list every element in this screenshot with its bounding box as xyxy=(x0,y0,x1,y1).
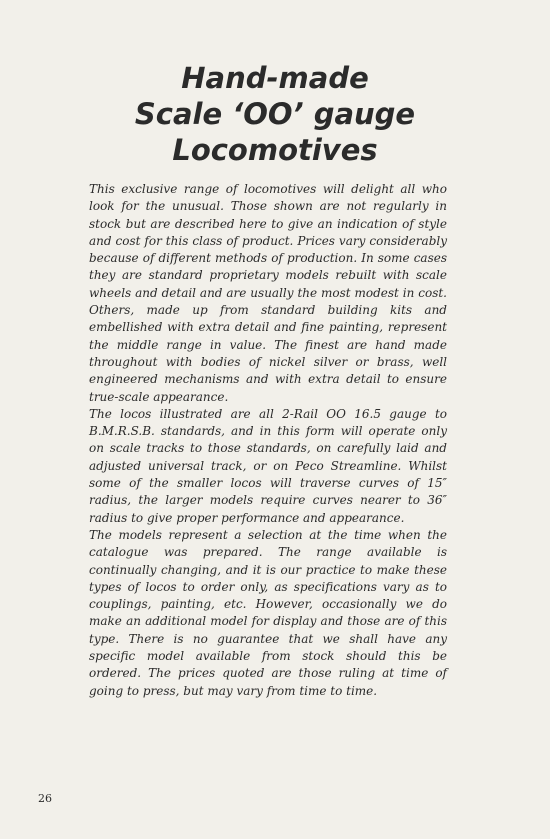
title-line-2: Scale ‘OO’ gauge xyxy=(134,97,416,131)
paragraph-intro: This exclusive range of locomotives will delight all who look for the unusual. Those shown are not regularly in stock but are described here to give an indication of style and cost for this class of product. Prices vary considerably because of different methods of production. In some cases they are standard proprietary models rebuilt with scale wheels and detail and are usually the most modest in cost. Others, made up from standard building kits and embellished with extra detail and fine painting, represent the middle range in value. The finest are hand made throughout with bodies of nickel silver or brass, well engineered mechanisms and with extra detail to ensure true-scale appearance. xyxy=(89,182,447,404)
page-title xyxy=(0,60,550,168)
paragraph-gauge: The locos illustrated are all 2-Rail OO 16.5 gauge to B.M.R.S.B. standards, and in this form will operate only on scale tracks to those standards, on carefully laid and adjusted universal track, or on Peco Streamline. Whilst some of the smaller locos will traverse curves of 15″ radius, the larger models require curves nearer to 36″ radius to give proper performance and appearance. xyxy=(89,406,447,525)
title-line-3: Locomotives xyxy=(172,133,378,167)
title-line-1: Hand-made xyxy=(181,61,369,95)
body-text xyxy=(89,181,447,700)
page-number: 26 xyxy=(38,792,52,805)
paragraph-availability: The models represent a selection at the time when the catalogue was prepared. The range available is continually changing, and it is our practice to make these types of locos to order only, as specifications vary as to couplings, painting, etc. However, occasionally we do make an additional model for display and those are of this type. There is no guarantee that we shall have any specific model available from stock should this be ordered. The prices quoted are those ruling at time of going to press, but may vary from time to time. xyxy=(89,527,447,698)
